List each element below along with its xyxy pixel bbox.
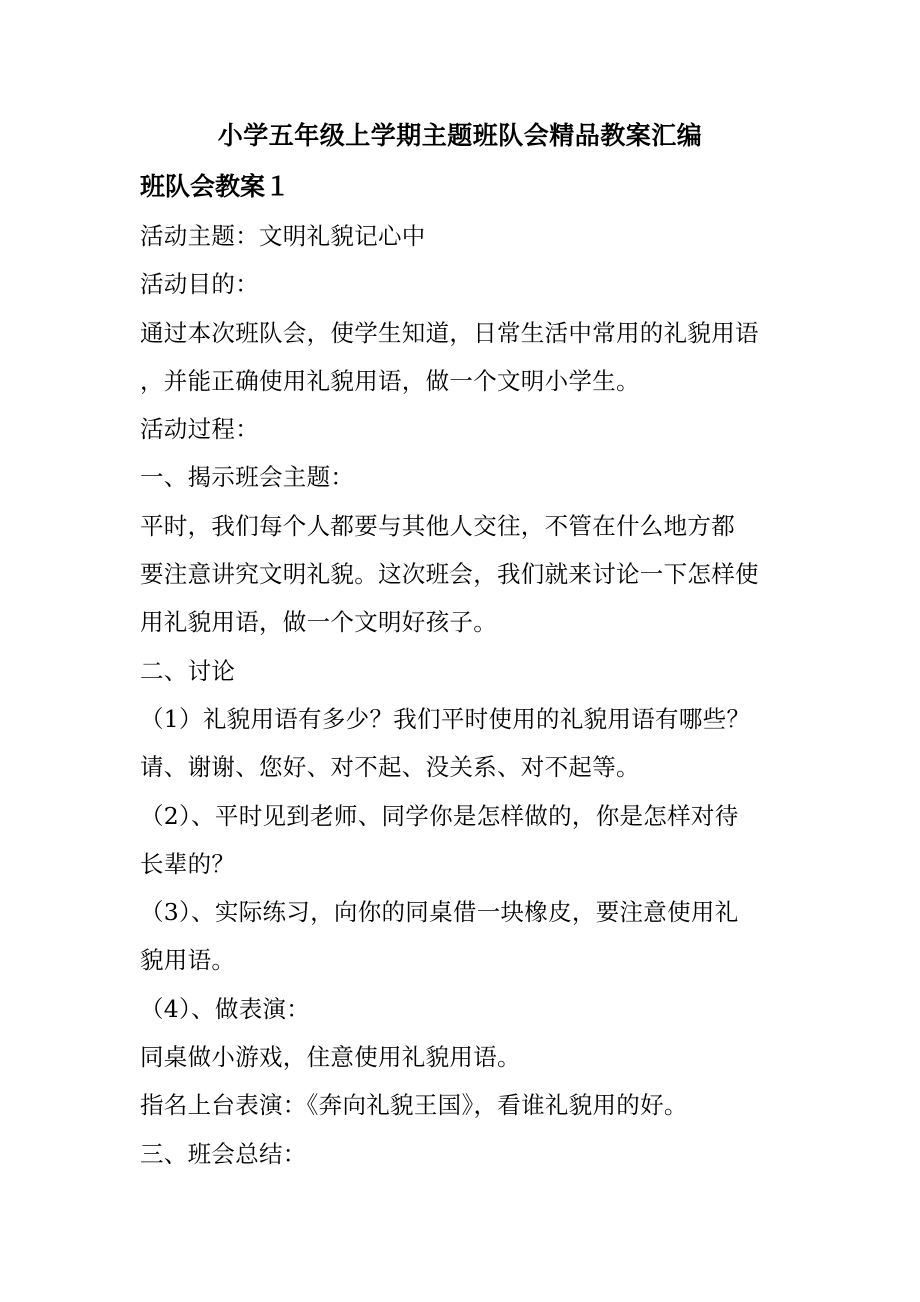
text-line: 同桌做小游戏，住意使用礼貌用语。 xyxy=(140,1043,521,1072)
text-line: 活动主题：文明礼貌记心中 xyxy=(140,222,426,250)
text-line: （3）、实际练习，向你的同桌借一块橡皮，要注意使用礼 xyxy=(140,898,739,927)
text-line: 指名上台表演：《奔向礼貌王国》，看谁礼貌用的好。 xyxy=(140,1091,688,1120)
text-line: 平时，我们每个人都要与其他人交往，不管在什么地方都 xyxy=(140,511,735,540)
text-line: 活动过程： xyxy=(140,415,259,444)
text-line: 长辈的？ xyxy=(140,849,236,878)
text-line: （1）礼貌用语有多少？我们平时使用的礼貌用语有哪些？ xyxy=(140,704,751,733)
text-line: （2）、平时见到老师、同学你是怎样做的，你是怎样对待 xyxy=(140,801,739,830)
section-heading: 班队会教案１ xyxy=(140,172,291,201)
text-line: 二、讨论 xyxy=(140,656,236,685)
document-title: 小学五年级上学期主题班队会精品教案汇编 xyxy=(217,121,703,150)
text-line: ，并能正确使用礼貌用语，做一个文明小学生。 xyxy=(140,366,640,395)
text-line: 一、揭示班会主题： xyxy=(140,463,355,492)
text-line: 貌用语。 xyxy=(140,946,236,975)
text-line: 用礼貌用语，做一个文明好孩子。 xyxy=(140,608,497,637)
text-line: 通过本次班队会，使学生知道，日常生活中常用的礼貌用语 xyxy=(140,318,759,347)
document-body xyxy=(140,212,785,1178)
text-line: 三、班会总结： xyxy=(140,1139,307,1168)
text-line: 活动目的： xyxy=(140,270,259,299)
text-line: 要注意讲究文明礼貌。这次班会，我们就来讨论一下怎样使 xyxy=(140,560,759,589)
text-line: 请、谢谢、您好、对不起、没关系、对不起等。 xyxy=(140,753,640,782)
text-line: （4）、做表演： xyxy=(140,994,311,1023)
